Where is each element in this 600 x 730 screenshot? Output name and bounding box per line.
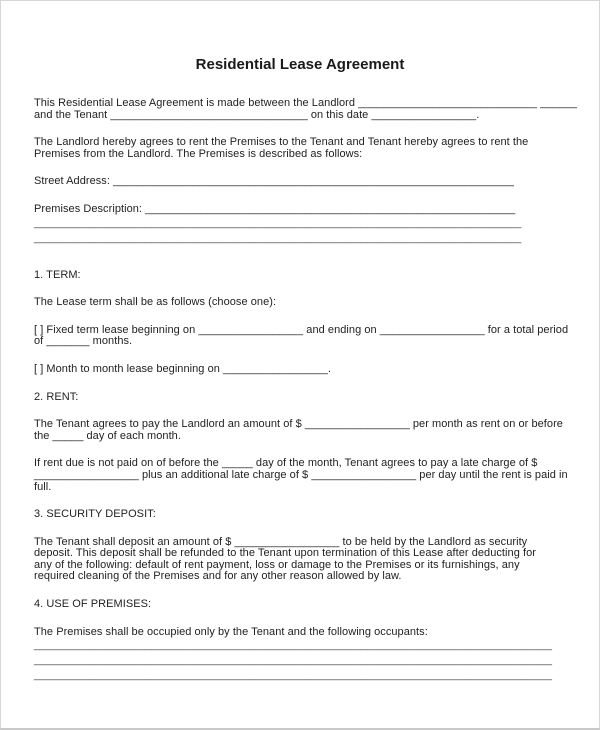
text-line: The Premises shall be occupied only by the Tenant and the following occupants: — [34, 625, 428, 638]
section-heading-security-deposit — [34, 509, 581, 521]
text-line: of _______ months. — [34, 335, 133, 348]
rent-amount-paragraph — [34, 419, 581, 442]
text-line: required cleaning of the Premises and for any other reason allowed by law. — [34, 570, 402, 583]
text-line: [ ] Fixed term lease beginning on _________________ and ending on _________________ for a total period — [34, 323, 569, 336]
section-heading-term — [34, 270, 581, 282]
text-line: _________________ plus an additional late charge of $ _________________ per day until the rent is paid in — [34, 468, 568, 481]
text-line: If rent due is not paid on of before the _____ day of the month, Tenant agrees to pay a late charge of $ — [34, 457, 538, 470]
term-intro-paragraph — [34, 297, 581, 309]
text-line: [ ] Month to month lease beginning on _________________. — [34, 362, 331, 375]
text-line: the _____ day of each month. — [34, 429, 181, 442]
ruled-blank-line: ____________________________________________________________________________________ — [34, 669, 553, 682]
heading-text: 4. USE OF PREMISES: — [34, 598, 152, 611]
section-heading-rent — [34, 392, 581, 404]
ruled-blank-line: ____________________________________________________________________________________ — [34, 654, 553, 667]
document-body — [34, 98, 581, 683]
heading-text: 1. TERM: — [34, 268, 81, 281]
late-charge-paragraph — [34, 458, 581, 493]
text-line: The Tenant agrees to pay the Landlord an amount of $ _________________ per month as rent on or before — [34, 418, 563, 431]
text-line: Premises from the Landlord. The Premises is described as follows: — [34, 147, 363, 160]
intro-paragraph — [34, 98, 581, 121]
premises-description-field — [34, 204, 581, 246]
heading-text: 3. SECURITY DEPOSIT: — [34, 508, 156, 521]
text-line: Street Address: _________________________________________________________________ — [34, 175, 514, 188]
security-deposit-paragraph — [34, 537, 581, 583]
section-heading-use-of-premises — [34, 599, 581, 611]
document-title: Residential Lease Agreement — [195, 56, 405, 73]
ruled-blank-line: _______________________________________________________________________________ — [34, 231, 522, 244]
text-line: The Landlord hereby agrees to rent the Premises to the Tenant and Tenant hereby agrees to rent the — [34, 136, 529, 149]
text-line: deposit. This deposit shall be refunded to the Tenant upon termination of this Lease after deducting for — [34, 547, 536, 560]
fixed-term-option — [34, 325, 581, 348]
text-line: and the Tenant ________________________________ on this date _________________. — [34, 108, 480, 121]
ruled-blank-line: _______________________________________________________________________________ — [34, 216, 522, 229]
text-line: The Lease term shall be as follows (choose one): — [34, 296, 277, 309]
agreement-paragraph — [34, 137, 581, 160]
occupants-paragraph — [34, 627, 581, 684]
month-to-month-option — [34, 364, 581, 376]
ruled-blank-line: ____________________________________________________________________________________ — [34, 639, 553, 652]
text-line: The Tenant shall deposit an amount of $ _________________ to be held by the Landlord as security — [34, 535, 528, 548]
street-address-field — [34, 176, 581, 188]
text-line: any of the following: default of rent payment, loss or damage to the Premises or its furnishings, any — [34, 558, 520, 571]
text-line: Premises Description: ____________________________________________________________ — [34, 202, 516, 215]
text-line: full. — [34, 480, 52, 493]
heading-text: 2. RENT: — [34, 390, 79, 403]
text-line: This Residential Lease Agreement is made between the Landlord _____________________________ ______ — [34, 97, 578, 109]
